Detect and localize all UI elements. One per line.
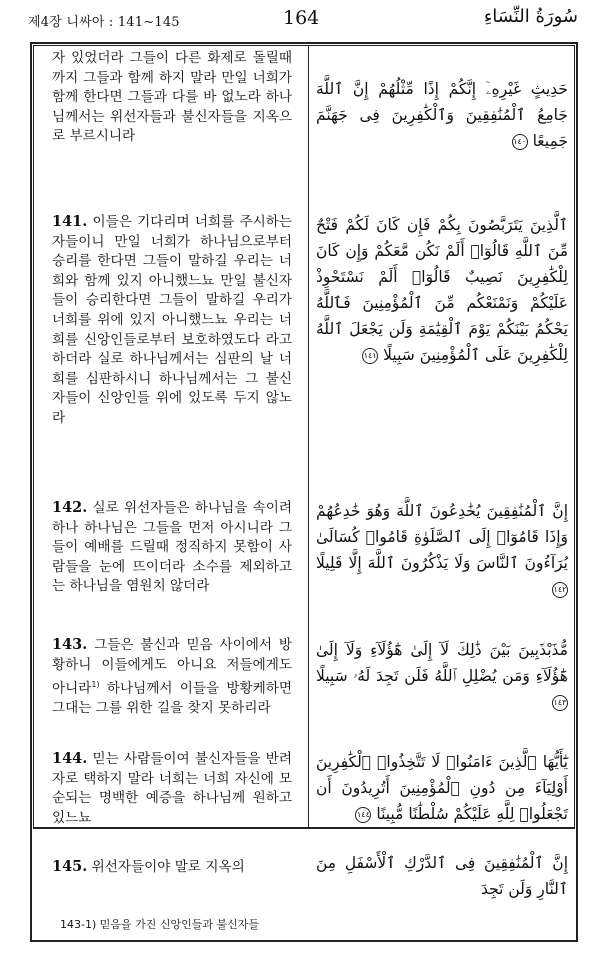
verse-text-cont: 하나님께서 이들을 방황케하면 그대는 그를 위한 길을 찾지 못하리라	[52, 680, 292, 717]
arabic-text: ٱلَّذِينَ يَتَرَبَّصُونَ بِكُمْ فَإِن كَانَ لَكُمْ فَتْحٌ مِّنَ ٱللَّهِ قَالُوٓا۟ أَلَمْ نَكُن مَّعَكُمْ وَإِن كَانَ لِلْكَٰفِرِينَ نَصِيبٌ قَالُوٓا۟ أَلَمْ نَسْتَحْوِذْ عَلَيْكُمْ وَنَمْنَعْكُم مِّنَ ٱلْمُؤْمِنِينَ فَٱللَّهُ يَحْكُمُ بَيْنَكُمْ يَوْمَ ٱلْقِيَٰمَةِ وَلَن يَجْعَلَ ٱللَّهُ لِلْكَٰفِرِينَ عَلَى ٱلْمُؤْمِنِينَ سَبِيلًا	[316, 216, 568, 364]
korean-verse-140-cont	[52, 49, 292, 147]
arabic-text: يَٰٓأَيُّهَا ٱلَّذِينَ ءَامَنُوا۟ لَا تَتَّخِذُوا۟ ٱلْكَٰفِرِينَ أَوْلِيَآءَ مِن دُونِ ٱلْمُؤْمِنِينَ أَتُرِيدُونَ أَن تَجْعَلُوا۟ لِلَّهِ عَلَيْكُمْ سُلْطَٰنًا مُّبِينًا	[316, 753, 568, 823]
verse-number: 143.	[52, 636, 88, 653]
arabic-text: إِنَّ ٱلْمُنَٰفِقِينَ فِى ٱلدَّرْكِ ٱلْأَسْفَلِ مِنَ ٱلنَّارِ وَلَن تَجِدَ	[316, 854, 568, 898]
verse-number: 145.	[52, 858, 88, 875]
verse-text: 믿는 사람들이여 불신자들을 반려자로 택하지 말라 너희는 너희 자신에 모순되는 명백한 예증을 하나님께 원하고 있느뇨	[52, 751, 292, 826]
korean-verse-144	[52, 749, 292, 828]
arabic-verse-142	[316, 498, 568, 602]
verse-text: 자 있었더라 그들이 다른 화제로 돌릴때까지 그들과 함께 하지 말라 만일 너희가 함께 한다면 그들과 다를 바 없노라 하나님께서는 위선자들과 불신자들을 지옥으로 부르시니라	[52, 50, 292, 145]
footnote-marker: 1)	[91, 680, 100, 690]
verse-text: 이들은 기다리며 너희를 주시하는 자들이니 만일 너희가 하나님으로부터 승리를 한다면 그들이 말하길 우리는 너희와 함께 있지 아니했느뇨 만일 불신자들이 승리한다면 그들이 말하길 우리가 너희를 위에 있지 아니했느뇨 우리는 너희를 신앙인들로부터 보호하였도다 라고 하더라 실로 하나님께서는 심판의 날 너희를 심판하시니 하나님께서는 그 불신자들이 신앙인들 위에 있도록 두지 않노라	[52, 214, 292, 426]
ayah-number: ١٤١	[362, 348, 378, 364]
footnote: 143-1) 믿음을 가진 신앙인들과 불신자들	[60, 918, 260, 931]
verse-text: 실로 위선자들은 하나님을 속이려 하나 하나님은 그들을 먼저 아시니라 그들이 예배를 드릴때 정직하지 못함이 사람들을 눈에 뜨이더라 소수를 제외하고는 하나님을 염원치 않더라	[52, 500, 292, 595]
korean-verse-141	[52, 212, 292, 429]
page-header	[0, 0, 600, 40]
korean-verse-145	[52, 857, 292, 878]
verse-text: 그들은 불신과 믿음 사이에서 방황하니 이들에게도 아니요 저들에게도 아니라	[52, 637, 292, 697]
arabic-verse-144	[316, 749, 568, 827]
korean-verse-143	[52, 635, 292, 719]
arabic-text: حَدِيثٍ غَيْرِهِۦٓ إِنَّكُمْ إِذًا مِّثْلُهُمْ إِنَّ ٱللَّهَ جَامِعُ ٱلْمُنَٰفِقِينَ وَٱلْكَٰفِرِينَ فِى جَهَنَّمَ جَمِيعًا	[316, 80, 568, 150]
korean-verse-142	[52, 498, 292, 597]
arabic-verse-145	[316, 850, 568, 902]
verse-number: 142.	[52, 499, 88, 516]
ayah-number: ١٤٢	[552, 582, 568, 598]
column-divider	[308, 46, 309, 827]
verse-text: 위선자들이야 말로 지옥의	[87, 859, 245, 875]
arabic-text: مُّذَبْذَبِينَ بَيْنَ ذَٰلِكَ لَآ إِلَىٰ هَٰٓؤُلَآءِ وَلَآ إِلَىٰ هَٰٓؤُلَآءِ وَمَن يُضْلِلِ ٱللَّهُ فَلَن تَجِدَ لَهُۥ سَبِيلًا	[316, 641, 568, 685]
chapter-heading: 제4장 니싸아 : 141∼145	[28, 15, 180, 30]
arabic-verse-143	[316, 637, 568, 715]
page-number: 164	[283, 7, 320, 29]
arabic-text: إِنَّ ٱلْمُنَٰفِقِينَ يُخَٰدِعُونَ ٱللَّهَ وَهُوَ خَٰدِعُهُمْ وَإِذَا قَامُوٓا۟ إِلَى ٱلصَّلَوٰةِ قَامُوا۟ كُسَالَىٰ يُرَآءُونَ ٱلنَّاسَ وَلَا يَذْكُرُونَ ٱللَّهَ إِلَّا قَلِيلًا	[316, 502, 568, 572]
surah-title: سُورَةُ النِّسَاءِ	[483, 6, 578, 27]
ayah-number: ١٤٠	[512, 134, 528, 150]
verse-number: 141.	[52, 213, 88, 230]
verse-number: 144.	[52, 750, 88, 767]
arabic-verse-140	[316, 76, 568, 154]
ayah-number: ١٤٤	[355, 807, 371, 823]
ayah-number: ١٤٣	[552, 695, 568, 711]
arabic-verse-141	[316, 212, 568, 368]
